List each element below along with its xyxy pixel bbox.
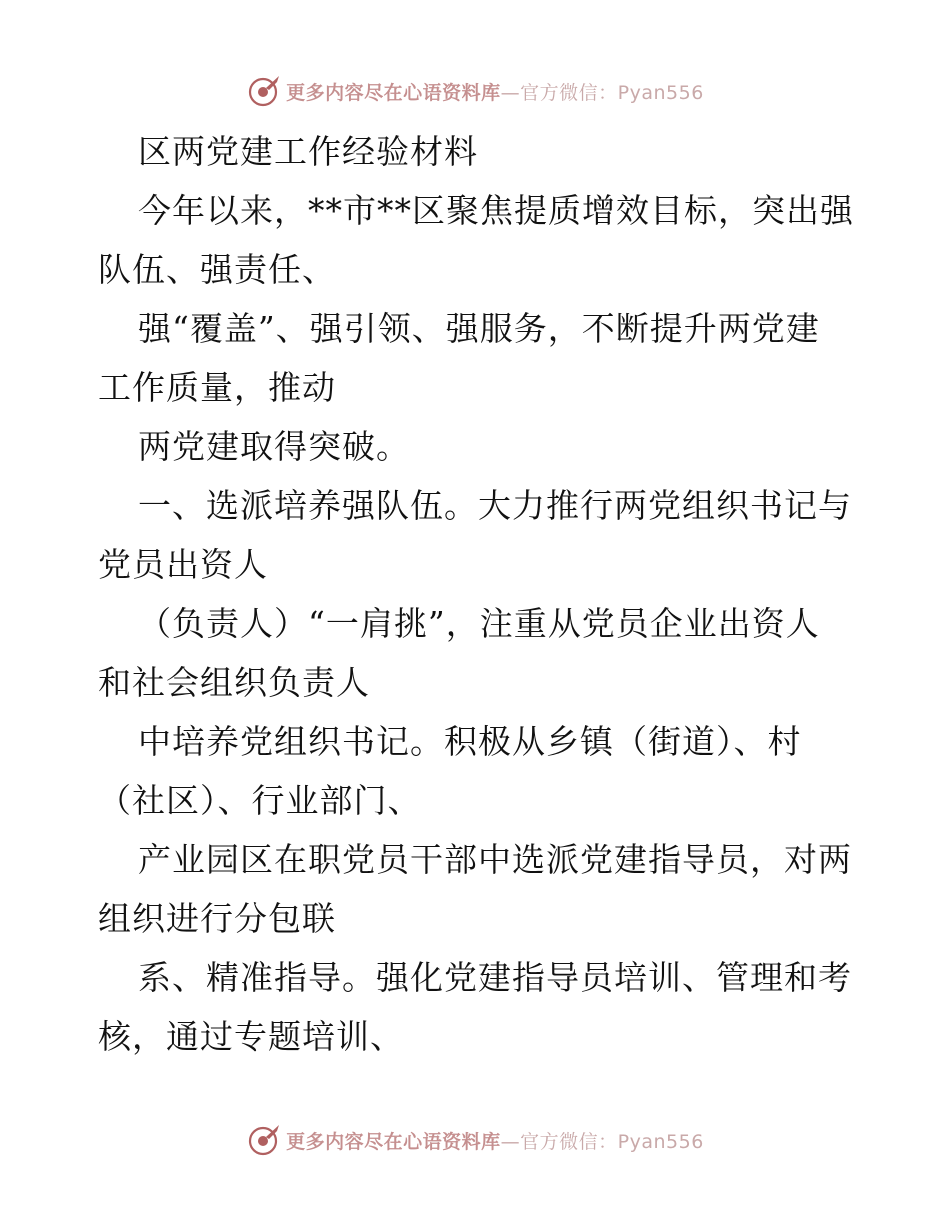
paragraph-line: 队伍、强责任、 bbox=[98, 250, 336, 289]
paragraph-line: （社区）、行业部门、 bbox=[98, 781, 422, 820]
paragraph-line: 核，通过专题培训、 bbox=[98, 1017, 404, 1056]
quill-emblem-icon bbox=[246, 73, 282, 109]
paragraph-line: 工作质量，推动 bbox=[98, 368, 336, 407]
footer-watermark bbox=[0, 1120, 950, 1160]
paragraph-line: 党员出资人 bbox=[98, 545, 268, 584]
watermark-wechat-text: —官方微信：Pyan556 bbox=[500, 1130, 704, 1153]
paragraph-line: 中培养党组织书记。积极从乡镇（街道）、村 bbox=[138, 722, 802, 761]
document-title: 区两党建工作经验材料 bbox=[138, 132, 478, 171]
paragraph-line: 组织进行分包联 bbox=[98, 899, 336, 938]
quill-emblem-icon bbox=[246, 1122, 282, 1158]
document-body bbox=[98, 122, 858, 1066]
watermark-text bbox=[286, 1127, 704, 1154]
watermark-site-text: 更多内容尽在心语资料库 bbox=[286, 81, 501, 104]
watermark-wechat-text: —官方微信：Pyan556 bbox=[500, 81, 704, 104]
paragraph-line: 和社会组织负责人 bbox=[98, 663, 370, 702]
watermark-site-text: 更多内容尽在心语资料库 bbox=[286, 1130, 501, 1153]
watermark-text bbox=[286, 78, 704, 105]
paragraph-line: 一、选派培养强队伍。大力推行两党组织书记与 bbox=[138, 486, 852, 525]
paragraph-line: 今年以来，**市**区聚焦提质增效目标，突出强 bbox=[138, 191, 854, 230]
paragraph-line: 产业园区在职党员干部中选派党建指导员，对两 bbox=[138, 840, 852, 879]
paragraph-line: （负责人）“一肩挑”，注重从党员企业出资人 bbox=[138, 604, 820, 643]
header-watermark bbox=[0, 71, 950, 111]
paragraph-line: 系、精准指导。强化党建指导员培训、管理和考 bbox=[138, 958, 852, 997]
paragraph-line: 两党建取得突破。 bbox=[138, 427, 410, 466]
paragraph-line: 强“覆盖”、强引领、强服务，不断提升两党建 bbox=[138, 309, 820, 348]
